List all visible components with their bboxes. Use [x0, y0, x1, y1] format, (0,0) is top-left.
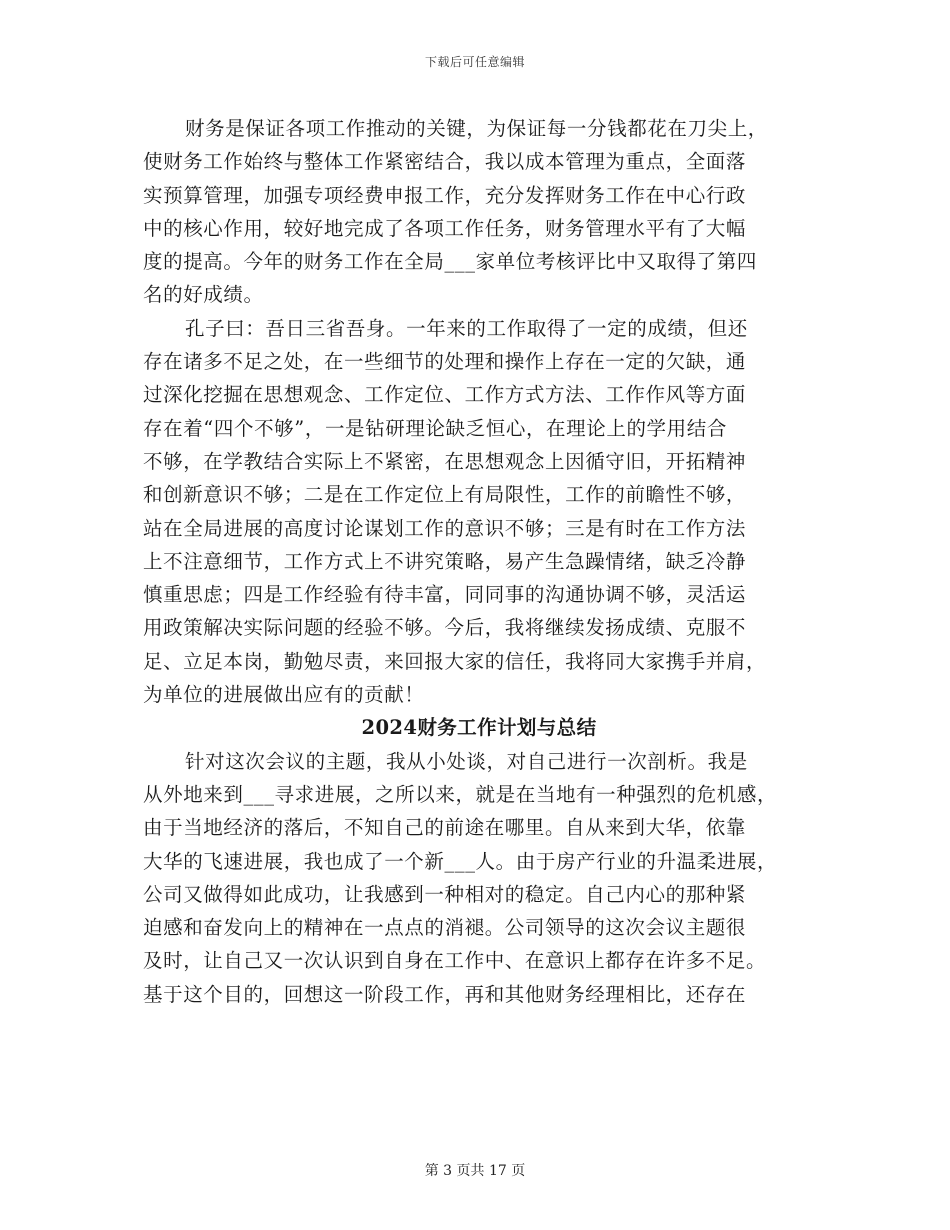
paragraph-line: 公司又做得如此成功，让我感到一种相对的稳定。自己内心的那种紧	[143, 882, 747, 906]
paragraph-line: 不够，在学教结合实际上不紧密，在思想观念上因循守旧，开拓精神	[143, 449, 747, 473]
paragraph-line: 财务是保证各项工作推动的关键，为保证每一分钱都花在刀尖上，	[185, 117, 768, 140]
paragraph-line: 慎重思虑；四是工作经验有待丰富，同同事的沟通协调不够，灵活运	[143, 583, 747, 607]
paragraph-line: 孔子曰：吾日三省吾身。一年来的工作取得了一定的成绩，但还	[185, 316, 748, 340]
paragraph-line: 足、立足本岗，勤勉尽责，来回报大家的信任，我将同大家携手并肩，	[143, 649, 767, 673]
paragraph-line: 为单位的进展做出应有的贡献！	[143, 683, 425, 707]
paragraph-line: 基于这个目的，回想这一阶段工作，再和其他财务经理相比，还存在	[143, 982, 747, 1006]
paragraph-line: 中的核心作用，较好地完成了各项工作任务，财务管理水平有了大幅	[143, 216, 747, 240]
paragraph-line: 大华的飞速进展，我也成了一个新___人。由于房产行业的升温柔进展，	[143, 849, 778, 873]
paragraph-line: 用政策解决实际问题的经验不够。今后，我将继续发扬成绩、克服不	[143, 616, 747, 640]
paragraph-line: 从外地来到___寻求进展，之所以来，就是在当地有一种强烈的危机感，	[143, 782, 778, 806]
page-footer: 第 3 页共 17 页	[424, 1163, 526, 1179]
paragraph-line: 迫感和奋发向上的精神在一点点的消褪。公司领导的这次会议主题很	[143, 916, 747, 940]
paragraph-line: 实预算管理，加强专项经费申报工作，充分发挥财务工作在中心行政	[143, 183, 747, 207]
paragraph-line: 和创新意识不够；二是在工作定位上有局限性，工作的前瞻性不够，	[143, 483, 747, 507]
document-body	[143, 112, 815, 1011]
paragraph-line: 使财务工作始终与整体工作紧密结合，我以成本管理为重点，全面落	[143, 150, 747, 174]
paragraph-line: 名的好成绩。	[143, 283, 264, 307]
paragraph-line: 过深化挖掘在思想观念、工作定位、工作方式方法、工作作风等方面	[143, 383, 747, 407]
paragraph-line: 上不注意细节，工作方式上不讲究策略，易产生急躁情绪，缺乏冷静	[143, 549, 747, 573]
paragraph-line: 存在诸多不足之处，在一些细节的处理和操作上存在一定的欠缺，通	[143, 350, 747, 374]
paragraph-line: 针对这次会议的主题，我从小处谈，对自己进行一次剖析。我是	[185, 749, 748, 773]
paragraph-line: 由于当地经济的落后，不知自己的前途在哪里。自从来到大华，依靠	[143, 816, 747, 840]
paragraph-line: 及时，让自己又一次认识到自身在工作中、在意识上都存在许多不足。	[143, 949, 767, 973]
paragraph-line: 度的提高。今年的财务工作在全局___家单位考核评比中又取得了第四	[143, 250, 757, 274]
paragraph-line: 站在全局进展的高度讨论谋划工作的意识不够；三是有时在工作方法	[143, 516, 747, 540]
section-title: 2024财务工作计划与总结	[361, 716, 597, 740]
page-header: 下载后可任意编辑	[424, 55, 525, 69]
paragraph-line: 存在着“四个不够”，一是钻研理论缺乏恒心，在理论上的学用结合	[143, 416, 727, 440]
